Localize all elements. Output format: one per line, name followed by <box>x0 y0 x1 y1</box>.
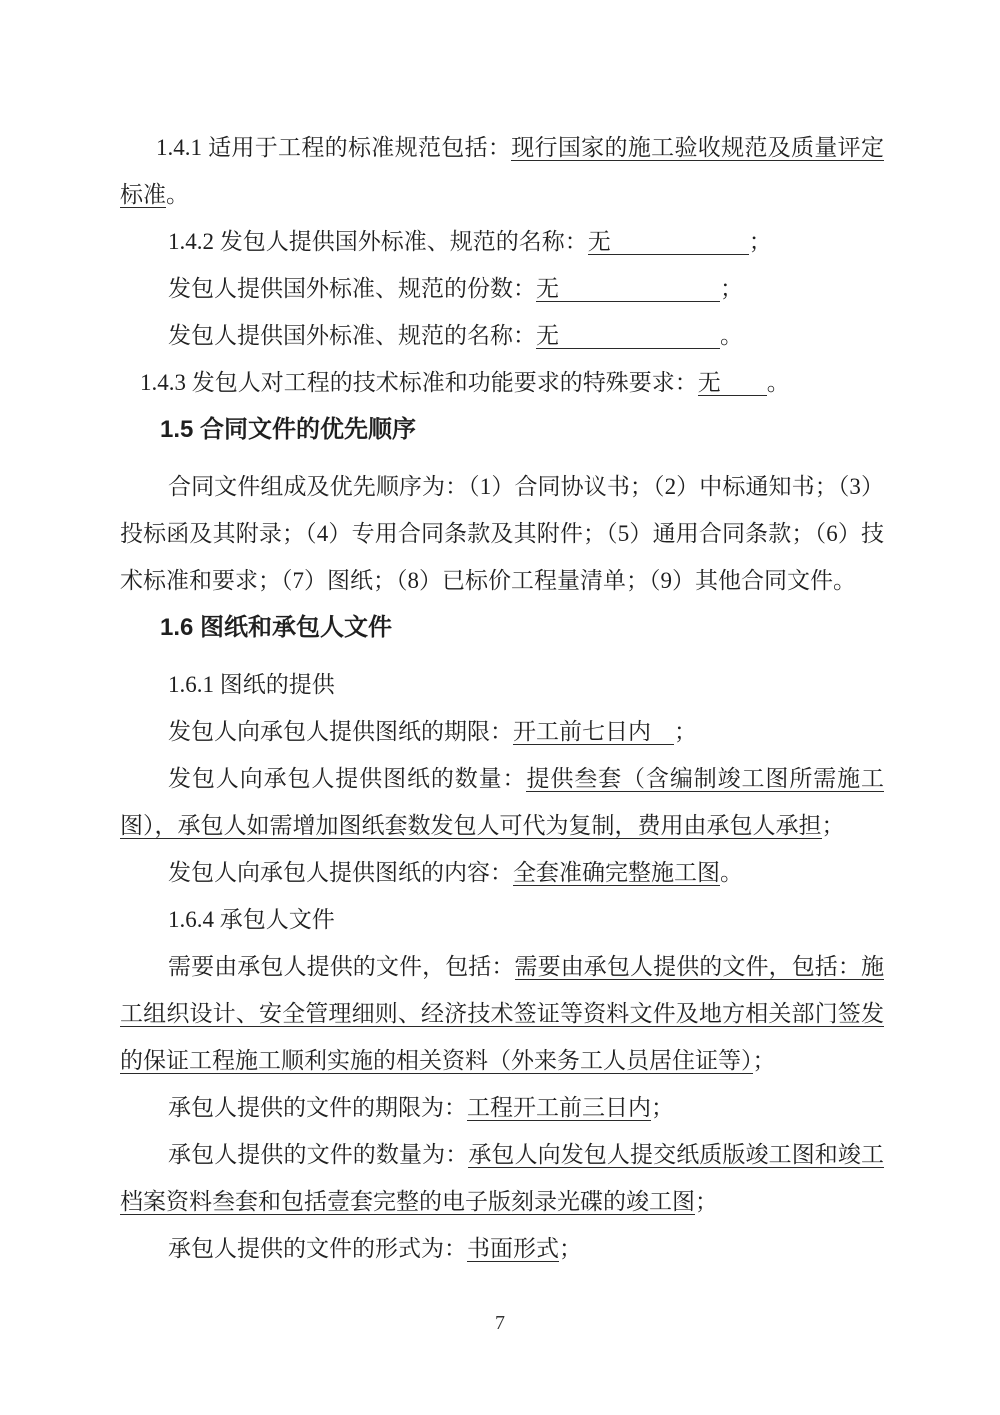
text-segment: ； <box>674 719 697 744</box>
clause-1-5-priority-order <box>120 463 884 604</box>
clause-1-4-1 <box>120 124 884 218</box>
clause-1-4-2-foreign-standard-name <box>120 218 884 265</box>
text-segment: 发包人提供国外标准、规范的份数： <box>168 276 536 301</box>
text-segment: 发包人提供国外标准、规范的名称： <box>168 323 536 348</box>
text-segment: 。 <box>720 860 743 885</box>
clause-1-4-2-foreign-standard-copies <box>120 265 884 312</box>
text-segment: 发包人向承包人提供图纸的数量： <box>168 766 527 791</box>
text-segment: 1.4.1 适用于工程的标准规范包括： <box>156 135 512 160</box>
text-segment: 承包人提供的文件的期限为： <box>168 1095 467 1120</box>
underlined-fill-in: 工程开工前三日内 <box>467 1095 651 1120</box>
text-segment: 1.5 合同文件的优先顺序 <box>160 416 417 443</box>
heading-1-6 <box>120 604 884 651</box>
clause-1-6-1-drawing-content <box>120 849 884 896</box>
text-segment: 。 <box>766 370 790 395</box>
clause-1-6-1-drawing-deadline <box>120 708 884 755</box>
underlined-fill-in: 现行国家的施工验收规范及质量评定标准 <box>120 135 885 207</box>
clause-1-6-4-documents <box>120 943 884 1084</box>
clause-1-6-1-drawing-quantity <box>120 755 884 849</box>
text-segment: ； <box>748 229 772 254</box>
text-segment: ； <box>821 813 845 838</box>
text-segment: ； <box>720 276 743 301</box>
clause-1-4-2-foreign-standard-name-2 <box>120 312 884 359</box>
underlined-fill-in: 需要由承包人提供的文件，包括：施工组织设计、安全管理细则、经济技术签证等资料文件及地方相关部门签发的保证工程施工顺利实施的相关资料（外来务工人员居住证等） <box>120 954 885 1073</box>
clause-1-6-4-title <box>120 896 884 943</box>
text-segment: 1.6.1 图纸的提供 <box>168 672 335 697</box>
underlined-fill-in: 书面形式 <box>467 1236 559 1261</box>
text-segment: 承包人提供的文件的形式为： <box>168 1236 467 1261</box>
page-number: 7 <box>495 1312 505 1334</box>
text-segment: ； <box>651 1095 674 1120</box>
clause-1-6-1-title <box>120 661 884 708</box>
text-segment: ； <box>695 1189 718 1214</box>
clause-1-4-3-special-requirements <box>120 359 884 406</box>
text-segment: 1.4.2 发包人提供国外标准、规范的名称： <box>168 229 588 254</box>
underlined-fill-in: 无 <box>536 323 720 348</box>
clause-1-6-4-quantity <box>120 1131 884 1225</box>
text-segment: 合同文件组成及优先顺序为：（1）合同协议书；（2）中标通知书；（3）投标函及其附录；（4）专用合同条款及其附件；（5）通用合同条款；（6）技术标准和要求；（7）图纸；（8）已标价工程量清单；（9）其他合同文件。 <box>120 474 884 593</box>
text-segment: 。 <box>166 182 189 207</box>
text-segment: ； <box>752 1048 776 1073</box>
text-segment: 。 <box>720 323 743 348</box>
text-segment: 需要由承包人提供的文件，包括： <box>168 954 515 979</box>
document-content <box>120 124 884 1272</box>
heading-1-5 <box>120 406 884 453</box>
underlined-fill-in: 无 <box>536 276 720 301</box>
underlined-fill-in: 提供叁套（含编制竣工图所需施工图），承包人如需增加图纸套数发包人可代为复制，费用由承包人承担 <box>120 766 885 838</box>
text-segment: 发包人向承包人提供图纸的内容： <box>168 860 513 885</box>
text-segment: ； <box>559 1236 582 1261</box>
clause-1-6-4-form <box>120 1225 884 1272</box>
underlined-fill-in: 无 <box>697 370 767 395</box>
clause-1-6-4-deadline <box>120 1084 884 1131</box>
text-segment: 发包人向承包人提供图纸的期限： <box>168 719 513 744</box>
text-segment: 承包人提供的文件的数量为： <box>168 1142 469 1167</box>
underlined-fill-in: 开工前七日内 <box>513 719 674 744</box>
underlined-fill-in: 全套准确完整施工图 <box>513 860 720 885</box>
underlined-fill-in: 无 <box>587 229 749 254</box>
text-segment: 1.6 图纸和承包人文件 <box>160 614 393 641</box>
underlined-fill-in: 承包人向发包人提交纸质版竣工图和竣工档案资料叁套和包括壹套完整的电子版刻录光碟的竣工图 <box>120 1142 885 1214</box>
text-segment: 1.4.3 发包人对工程的技术标准和功能要求的特殊要求： <box>140 370 698 395</box>
text-segment: 1.6.4 承包人文件 <box>168 907 335 932</box>
